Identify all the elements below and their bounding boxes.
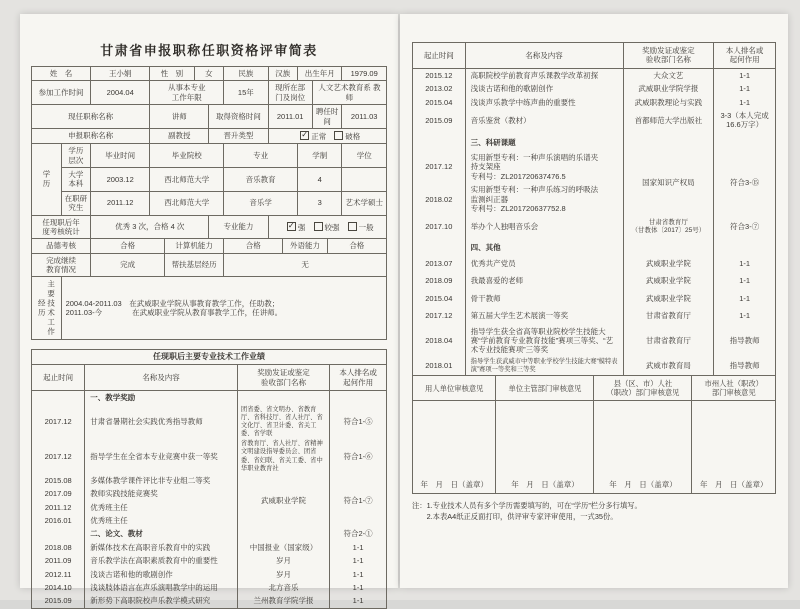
table-row xyxy=(32,239,387,253)
perf-name: 我最喜爱的老师 xyxy=(465,272,623,289)
perf-time: 2011.09 xyxy=(32,554,85,567)
perf-group-label: 一、教学奖励 xyxy=(85,391,238,405)
foreign-label: 外语能力 xyxy=(283,239,327,253)
perf-time: 2015.09 xyxy=(413,109,466,132)
perf-name: 浅谈声乐教学中练声曲的重要性 xyxy=(465,96,623,109)
perf-name: 音乐鉴赏（教材） xyxy=(465,109,623,132)
perf-dept: 甘肃省教育厅 xyxy=(623,307,714,324)
ethnic-label: 民族 xyxy=(224,67,268,81)
perf-time: 2017.12 xyxy=(413,307,466,324)
form-notes: 注：1.专业技术人员有多个学历需要填写的，可在“学历”栏分多行填写。 2.本表A4纸正反面打印，供评审专家评审使用，一式35份。 xyxy=(412,501,642,522)
perf-name: 甘肃省暑期社会实践优秀指导教师 xyxy=(85,405,238,440)
perf-dept: 兰州教育学院学报 xyxy=(237,594,329,608)
apply-title-value: 副教授 xyxy=(150,128,209,143)
edu-time: 2011.12 xyxy=(91,191,150,215)
table-row xyxy=(32,568,387,581)
perf-dept: 武威职业学院 xyxy=(623,290,714,307)
promotion-exception-label: 破格 xyxy=(345,131,361,141)
edu-major-header: 专业 xyxy=(224,144,298,168)
perf-name: 指导学生获武威市中等职业学校学生技能大赛“模特表演”赛项一等奖和三等奖 xyxy=(465,357,623,376)
edu-level-header: 学历 层次 xyxy=(61,144,91,168)
table-row xyxy=(413,357,776,376)
table-row xyxy=(413,325,776,357)
perf-dept: 国家知识产权局 xyxy=(623,151,714,215)
perf-name: 优秀班主任 xyxy=(85,514,238,527)
perf-rank: 符合1-⑥ xyxy=(330,439,387,474)
audit-header-city: 市州人社（职改） 部门审核意见 xyxy=(692,375,776,400)
perf-time: 2011.12 xyxy=(32,501,85,514)
table-row xyxy=(32,527,387,540)
table-row xyxy=(413,68,776,82)
table-row xyxy=(32,365,387,391)
table-row xyxy=(413,375,776,400)
ability-strong-label: 强 xyxy=(297,222,306,232)
perf-time: 2015.04 xyxy=(413,290,466,307)
perf-name: 举办个人独唱音乐会 xyxy=(465,215,623,238)
perf-time: 2015.12 xyxy=(413,68,466,82)
current-title-value: 讲师 xyxy=(150,105,209,129)
work-start-value: 2004.04 xyxy=(91,81,150,105)
audit-header-county: 县（区、市）人社 （职改）部门审核意见 xyxy=(594,375,692,400)
perf-rank: 1-1 xyxy=(714,96,776,109)
gender-label: 性 别 xyxy=(150,67,194,81)
table-row xyxy=(32,191,387,215)
audit-date-line: 年 月 日（盖章） xyxy=(594,401,692,494)
computer-label: 计算机能力 xyxy=(165,239,224,253)
perf-rank: 符合1-⑦ xyxy=(330,474,387,528)
perf-group-label: 四、其他 xyxy=(465,239,623,255)
table-row xyxy=(32,439,387,474)
work-start-label: 参加工作时间 xyxy=(32,81,91,105)
edu-major: 音乐学 xyxy=(224,191,298,215)
perf-time: 2016.01 xyxy=(32,514,85,527)
years-value: 15年 xyxy=(224,81,268,105)
edu-years: 4 xyxy=(298,168,342,192)
perf-dept: 省教育厅、省人社厅、省精神文明建设指导委员会、团省委、省妇联、省关工委、省中华职业教育社 xyxy=(237,439,329,474)
audit-date-line: 年 月 日（盖章） xyxy=(413,401,496,494)
promotion-type-options xyxy=(268,128,387,143)
ability-options xyxy=(268,215,387,239)
perf-dept xyxy=(237,391,329,405)
perf-name: 浅谈肢体语言在声乐演唱教学中的运用 xyxy=(85,581,238,594)
table-row xyxy=(413,132,776,151)
birth-value: 1979.09 xyxy=(342,67,387,81)
col-header-name: 名称及内容 xyxy=(465,43,623,69)
current-title-label: 现任职称名称 xyxy=(32,105,150,129)
edu-degree-header: 学位 xyxy=(342,144,387,168)
perf-time: 2012.11 xyxy=(32,568,85,581)
perf-dept: 首都师范大学出版社 xyxy=(623,109,714,132)
perf-dept: 甘肃省教育厅 （甘教体〔2017〕25号） xyxy=(623,215,714,238)
hire-time-label: 聘任时间 xyxy=(312,105,342,129)
perf-dept: 岁月 xyxy=(237,554,329,567)
audit-table xyxy=(412,375,776,494)
edu-time-header: 毕业时间 xyxy=(91,144,150,168)
checkbox-unchecked-icon xyxy=(334,131,343,140)
perf-group-label: 三、科研课题 xyxy=(465,132,623,151)
table-row xyxy=(413,151,776,183)
qualification-time-label: 取得资格时间 xyxy=(209,105,268,129)
perf-time xyxy=(32,391,85,405)
perf-time: 2017.12 xyxy=(413,151,466,183)
performance-table-page1 xyxy=(31,349,387,608)
perf-name: 优秀共产党员 xyxy=(465,255,623,272)
perf-dept: 武威市教育局 xyxy=(623,357,714,376)
checkbox-unchecked-icon xyxy=(348,222,357,231)
assessment-value: 优秀 3 次，合格 4 次 xyxy=(91,215,209,239)
table-row xyxy=(32,144,387,168)
perf-rank xyxy=(714,132,776,151)
education-side-label: 学历 xyxy=(32,144,62,215)
perf-name: 骨干教师 xyxy=(465,290,623,307)
perf-rank: 指导教师 xyxy=(714,357,776,376)
dept-label: 现所在部 门及岗位 xyxy=(268,81,312,105)
perf-name: 第五届大学生艺术展演一等奖 xyxy=(465,307,623,324)
perf-rank: 1-1 xyxy=(714,255,776,272)
perf-time: 2018.08 xyxy=(32,541,85,554)
career-label: 主要技术工作经历 xyxy=(32,277,62,340)
perf-name: 浅谈古诺和他的歌剧创作 xyxy=(85,568,238,581)
continuing-edu-value: 完成 xyxy=(91,253,165,277)
table-row xyxy=(32,253,387,277)
table-row xyxy=(413,272,776,289)
perf-name: 优秀班主任 xyxy=(85,501,238,514)
perf-dept: 武威职业学院 xyxy=(623,272,714,289)
perf-time: 2015.08 xyxy=(32,474,85,487)
audit-header-supervisor: 单位主管部门审核意见 xyxy=(496,375,594,400)
table-row xyxy=(32,128,387,143)
perf-rank: 1-1 xyxy=(330,568,387,581)
edu-time: 2003.12 xyxy=(91,168,150,192)
perf-rank: 指导教师 xyxy=(714,325,776,357)
perf-rank: 1-1 xyxy=(330,594,387,608)
grassroots-label: 帮扶基层经历 xyxy=(165,253,224,277)
perf-rank xyxy=(714,239,776,255)
perf-name: 指导学生获全省高等职业院校学生技能大赛“学前教育专业教育技能”赛项三等奖、“艺术专业技能赛项”三等奖 xyxy=(465,325,623,357)
perf-name: 高职院校学前教育声乐课教学改革初探 xyxy=(465,68,623,82)
perf-dept: 大众文艺 xyxy=(623,68,714,82)
col-header-name: 名称及内容 xyxy=(85,365,238,391)
perf-time xyxy=(413,132,466,151)
table-row xyxy=(32,168,387,192)
edu-school: 西北师范大学 xyxy=(150,191,224,215)
qualification-time-value: 2011.01 xyxy=(268,105,312,129)
perf-dept: 团省委、省文明办、省教育厅、省科技厅、省人社厅、省文化厅、省卫计委、省关工委、省学联 xyxy=(237,405,329,440)
computer-value: 合格 xyxy=(224,239,283,253)
perf-time: 2018.01 xyxy=(413,357,466,376)
perf-rank: 符合1-⑤ xyxy=(330,405,387,440)
perf-name: 音乐教学法在高职素质教育中的重要性 xyxy=(85,554,238,567)
perf-time: 2013.07 xyxy=(413,255,466,272)
edu-level: 大学 本科 xyxy=(61,168,91,192)
perf-rank: 1-1 xyxy=(714,272,776,289)
foreign-value: 合格 xyxy=(327,239,386,253)
years-label: 从事本专业 工作年限 xyxy=(150,81,224,105)
perf-time: 2017.12 xyxy=(32,439,85,474)
perf-rank: 符合3-⑦ xyxy=(714,215,776,238)
perf-time: 2014.10 xyxy=(32,581,85,594)
perf-dept: 武威职业学院 xyxy=(623,255,714,272)
performance-section-title: 任现职后主要专业技术工作业绩 xyxy=(32,350,387,365)
audit-date-line: 年 月 日（盖章） xyxy=(692,401,776,494)
table-row xyxy=(32,554,387,567)
perf-name: 多媒体教学课件评比非专业组二等奖 xyxy=(85,474,238,487)
checkbox-unchecked-icon xyxy=(314,222,323,231)
edu-years: 3 xyxy=(298,191,342,215)
table-row xyxy=(32,474,387,487)
table-row xyxy=(413,215,776,238)
perf-name: 实用新型专利：一种声乐演唱的乐谱夹 持支架座 专利号：ZL201720637476.5 xyxy=(465,151,623,183)
continuing-edu-label: 完成继续 教育情况 xyxy=(32,253,91,277)
perf-dept: 甘肃省教育厅 xyxy=(623,325,714,357)
perf-dept: 岁月 xyxy=(237,568,329,581)
name-value: 王小娟 xyxy=(91,67,150,81)
perf-rank: 1-1 xyxy=(330,541,387,554)
edu-degree: 艺术学硕士 xyxy=(342,191,387,215)
basic-info-table xyxy=(31,66,387,340)
perf-time: 2018.02 xyxy=(413,183,466,215)
birth-label: 出生年月 xyxy=(298,67,342,81)
table-row xyxy=(32,581,387,594)
perf-rank: 1-1 xyxy=(330,581,387,594)
audit-date-line: 年 月 日（盖章） xyxy=(496,401,594,494)
grassroots-value: 无 xyxy=(224,253,387,277)
perf-time xyxy=(413,239,466,255)
perf-name: 指导学生在全省本专业竞赛中获一等奖 xyxy=(85,439,238,474)
moral-value: 合格 xyxy=(91,239,165,253)
audit-header-employer: 用人单位审核意见 xyxy=(413,375,496,400)
perf-rank: 1-1 xyxy=(714,68,776,82)
perf-rank: 1-1 xyxy=(714,82,776,95)
moral-label: 品德考核 xyxy=(32,239,91,253)
apply-title-label: 申报职称名称 xyxy=(32,128,150,143)
perf-time: 2017.12 xyxy=(32,405,85,440)
perf-rank: 符合2-① xyxy=(330,527,387,540)
table-row xyxy=(413,96,776,109)
edu-degree xyxy=(342,168,387,192)
perf-name: 教师实践技能竞赛奖 xyxy=(85,487,238,500)
table-row xyxy=(413,109,776,132)
table-row xyxy=(413,239,776,255)
edu-school-header: 毕业院校 xyxy=(150,144,224,168)
perf-rank: 符合3-⑮ xyxy=(714,151,776,215)
table-row xyxy=(413,43,776,69)
table-row xyxy=(32,67,387,81)
hire-time-value: 2011.03 xyxy=(342,105,387,129)
table-row xyxy=(32,405,387,440)
form-title: 甘肃省申报职称任职资格评审简表 xyxy=(100,43,318,58)
name-label: 姓 名 xyxy=(32,67,91,81)
col-header-dept: 奖励发证或鉴定 验收部门名称 xyxy=(623,43,714,69)
dept-value: 人文艺术教育系 教师 xyxy=(312,81,386,105)
edu-level: 在职研 究生 xyxy=(61,191,91,215)
career-value: 2004.04-2011.03 在武威职业学院从事教育教学工作，任助教； 2011.03-今 在武威职业学院从教育事教学工作，任讲师。 xyxy=(61,277,386,340)
table-row xyxy=(32,277,387,340)
perf-name: 实用新型专利：一种声乐练习的呼吸法 监测纠正器 专利号：ZL201720637752.8 xyxy=(465,183,623,215)
ethnic-value: 汉族 xyxy=(268,67,298,81)
perf-rank xyxy=(330,391,387,405)
perf-time: 2017.10 xyxy=(413,215,466,238)
perf-dept xyxy=(237,527,329,540)
gender-value: 女 xyxy=(194,67,224,81)
table-row xyxy=(413,255,776,272)
perf-dept: 武威职业学院 xyxy=(237,474,329,528)
page-2 xyxy=(400,14,788,588)
perf-group-label: 二、论文、教材 xyxy=(85,527,238,540)
perf-dept xyxy=(623,239,714,255)
col-header-time: 起止时间 xyxy=(32,365,85,391)
checkbox-checked-icon xyxy=(300,131,309,140)
table-row xyxy=(32,350,387,365)
perf-name: 新形势下高职院校声乐教学模式研究 xyxy=(85,594,238,608)
col-header-dept: 奖励发证或鉴定 验收部门名称 xyxy=(237,365,329,391)
col-header-time: 起止时间 xyxy=(413,43,466,69)
table-row xyxy=(413,401,776,494)
ability-normal-label: 一般 xyxy=(358,222,374,232)
perf-time: 2013.02 xyxy=(413,82,466,95)
table-row xyxy=(413,307,776,324)
table-row xyxy=(32,215,387,239)
promotion-normal-label: 正常 xyxy=(311,131,327,141)
table-row xyxy=(32,81,387,105)
perf-rank: 1-1 xyxy=(714,290,776,307)
edu-school: 西北师范大学 xyxy=(150,168,224,192)
perf-rank: 1-1 xyxy=(330,554,387,567)
ability-mid-label: 较强 xyxy=(324,222,340,232)
perf-dept: 武威职业学院学报 xyxy=(623,82,714,95)
perf-dept: 北方音乐 xyxy=(237,581,329,594)
perf-dept xyxy=(623,132,714,151)
page-1 xyxy=(20,14,398,606)
performance-table-page2 xyxy=(412,42,776,376)
perf-time: 2015.09 xyxy=(32,594,85,608)
col-header-rank: 本人排名或 起何作用 xyxy=(714,43,776,69)
perf-name: 新媒体技术在高职音乐教育中的实践 xyxy=(85,541,238,554)
perf-time: 2018.09 xyxy=(413,272,466,289)
perf-dept: 武威职教理论与实践 xyxy=(623,96,714,109)
perf-time: 2017.09 xyxy=(32,487,85,500)
perf-rank: 1-1 xyxy=(714,307,776,324)
perf-name: 浅谈古诺和他的歌剧创作 xyxy=(465,82,623,95)
col-header-rank: 本人排名或 起何作用 xyxy=(330,365,387,391)
ability-label: 专业能力 xyxy=(209,215,268,239)
checkbox-checked-icon xyxy=(287,222,296,231)
perf-time xyxy=(32,527,85,540)
perf-dept: 中国报业（国家级） xyxy=(237,541,329,554)
table-row xyxy=(32,541,387,554)
perf-rank: 3-3（本人完成 16.6万字） xyxy=(714,109,776,132)
table-row xyxy=(413,290,776,307)
edu-major: 音乐教育 xyxy=(224,168,298,192)
perf-time: 2018.04 xyxy=(413,325,466,357)
table-row xyxy=(32,391,387,405)
table-row xyxy=(32,105,387,129)
table-row xyxy=(32,594,387,608)
edu-years-header: 学制 xyxy=(298,144,342,168)
assessment-label: 任现职后年 度考核统计 xyxy=(32,215,91,239)
promotion-type-label: 晋升类型 xyxy=(209,128,268,143)
table-row xyxy=(413,82,776,95)
perf-time: 2015.04 xyxy=(413,96,466,109)
